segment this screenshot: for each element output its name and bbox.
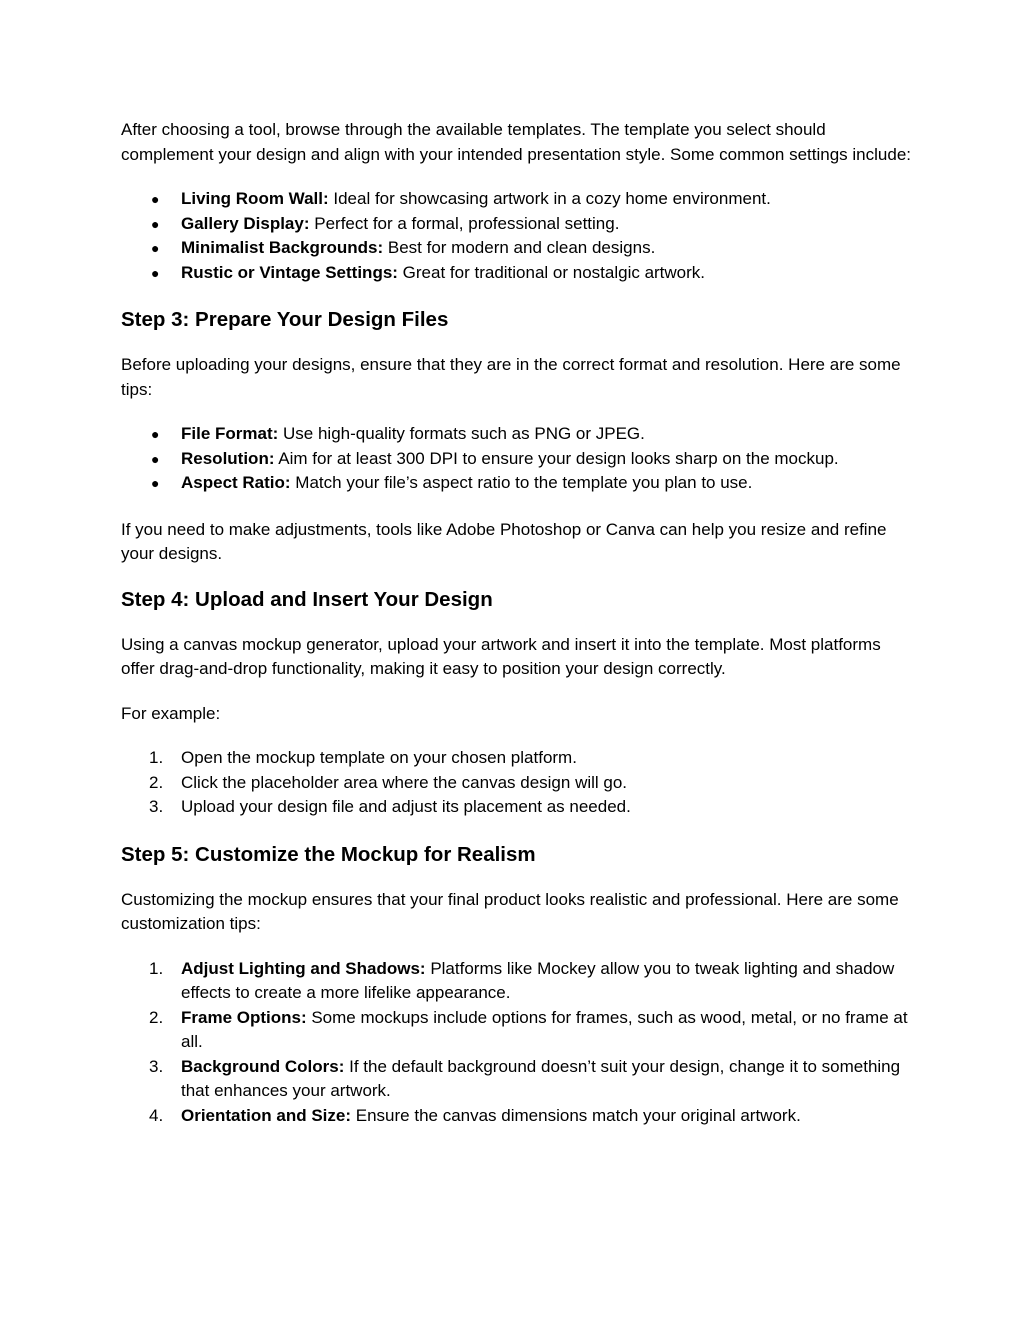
list-item-term: Orientation and Size: (181, 1105, 352, 1125)
list-item (121, 795, 911, 820)
list-item-term: Background Colors: (181, 1056, 345, 1076)
list-item-term: Frame Options: (181, 1007, 307, 1027)
list-item-desc: Ensure the canvas dimensions match your original artwork. (351, 1105, 801, 1125)
list-item-text: Click the placeholder area where the canvas design will go. (181, 772, 628, 792)
step3-heading: Step 3: Prepare Your Design Files (121, 308, 449, 331)
list-item (121, 261, 911, 286)
list-item-term: Resolution: (181, 448, 275, 468)
list-item-term: Adjust Lighting and Shadows: (181, 958, 426, 978)
step3-tips-list (121, 422, 911, 496)
list-item-term: Rustic or Vintage Settings: (181, 262, 398, 282)
list-item-desc: Use high-quality formats such as PNG or JPEG. (278, 424, 645, 443)
intro-paragraph: After choosing a tool, browse through the available templates. The template you select should complement your design and align with your intended presentation style. Some common settings include: (121, 120, 911, 164)
list-item (121, 471, 911, 496)
list-item-term: File Format: (181, 424, 279, 443)
step4-heading: Step 4: Upload and Insert Your Design (121, 587, 493, 611)
step3-outro: If you need to make adjustments, tools like Adobe Photoshop or Canva can help you resize and refine your designs. (121, 519, 887, 563)
list-item-desc: Best for modern and clean designs. (383, 238, 656, 257)
list-number: 3. (149, 797, 164, 816)
list-item-desc: Platforms like Mockey allow you to tweak lighting and shadow effects to create a more lifelike appearance. (181, 958, 895, 1002)
list-item-desc: Aim for at least 300 DPI to ensure your design looks sharp on the mockup. (274, 448, 839, 468)
list-item (121, 957, 911, 1006)
list-item-term: Gallery Display: (181, 213, 310, 233)
list-number: 3. (149, 1056, 164, 1076)
step4-example-label: For example: (121, 703, 221, 723)
list-number: 1. (149, 748, 164, 767)
list-item-desc: Ideal for showcasing artwork in a cozy home environment. (328, 189, 771, 208)
list-item-desc: Some mockups include options for frames, such as wood, metal, or no frame at all. (181, 1007, 908, 1051)
list-item-term: Aspect Ratio: (181, 473, 291, 492)
bullet-icon: ● (151, 475, 160, 491)
bullet-icon: ● (151, 450, 160, 467)
step5-tips-list (121, 957, 911, 1129)
step5-heading: Step 5: Customize the Mockup for Realism (121, 842, 536, 866)
list-item-desc: Perfect for a formal, professional setting. (309, 213, 620, 233)
list-item-term: Minimalist Backgrounds: (181, 238, 384, 257)
list-number: 2. (149, 772, 164, 792)
list-item (121, 746, 911, 771)
list-item-text: Upload your design file and adjust its placement as needed. (181, 797, 631, 816)
bullet-icon: ● (151, 264, 160, 281)
list-item-desc: Match your file’s aspect ratio to the template you plan to use. (290, 473, 753, 492)
bullet-icon: ● (151, 426, 160, 442)
bullet-icon: ● (151, 215, 160, 232)
list-item (121, 1104, 911, 1129)
list-item (121, 771, 911, 796)
list-item-desc: If the default background doesn’t suit your design, change it to something that enhances your artwork. (181, 1056, 901, 1100)
list-number: 2. (149, 1007, 164, 1027)
list-item-text: Open the mockup template on your chosen platform. (181, 748, 577, 767)
list-item (121, 212, 911, 237)
list-item-desc: Great for traditional or nostalgic artwork. (397, 262, 706, 282)
document-page (121, 118, 911, 1150)
list-item (121, 447, 911, 472)
list-item (121, 1006, 911, 1055)
step4-intro: Using a canvas mockup generator, upload your artwork and insert it into the template. Most platforms offer drag-and-drop functionality, making it easy to position your design correctly. (121, 634, 881, 678)
list-item (121, 236, 911, 261)
list-number: 4. (149, 1105, 164, 1125)
list-item (121, 187, 911, 212)
step4-steps-list (121, 746, 911, 820)
list-number: 1. (149, 958, 164, 978)
list-item-term: Living Room Wall: (181, 189, 329, 208)
step3-intro: Before uploading your designs, ensure that they are in the correct format and resolution. Here are some tips: (121, 355, 901, 399)
step5-intro: Customizing the mockup ensures that your final product looks realistic and professional. Here are some customization tips: (121, 889, 899, 933)
settings-list (121, 187, 911, 285)
bullet-icon: ● (151, 191, 160, 207)
list-item (121, 422, 911, 447)
list-item (121, 1055, 911, 1104)
bullet-icon: ● (151, 240, 160, 256)
